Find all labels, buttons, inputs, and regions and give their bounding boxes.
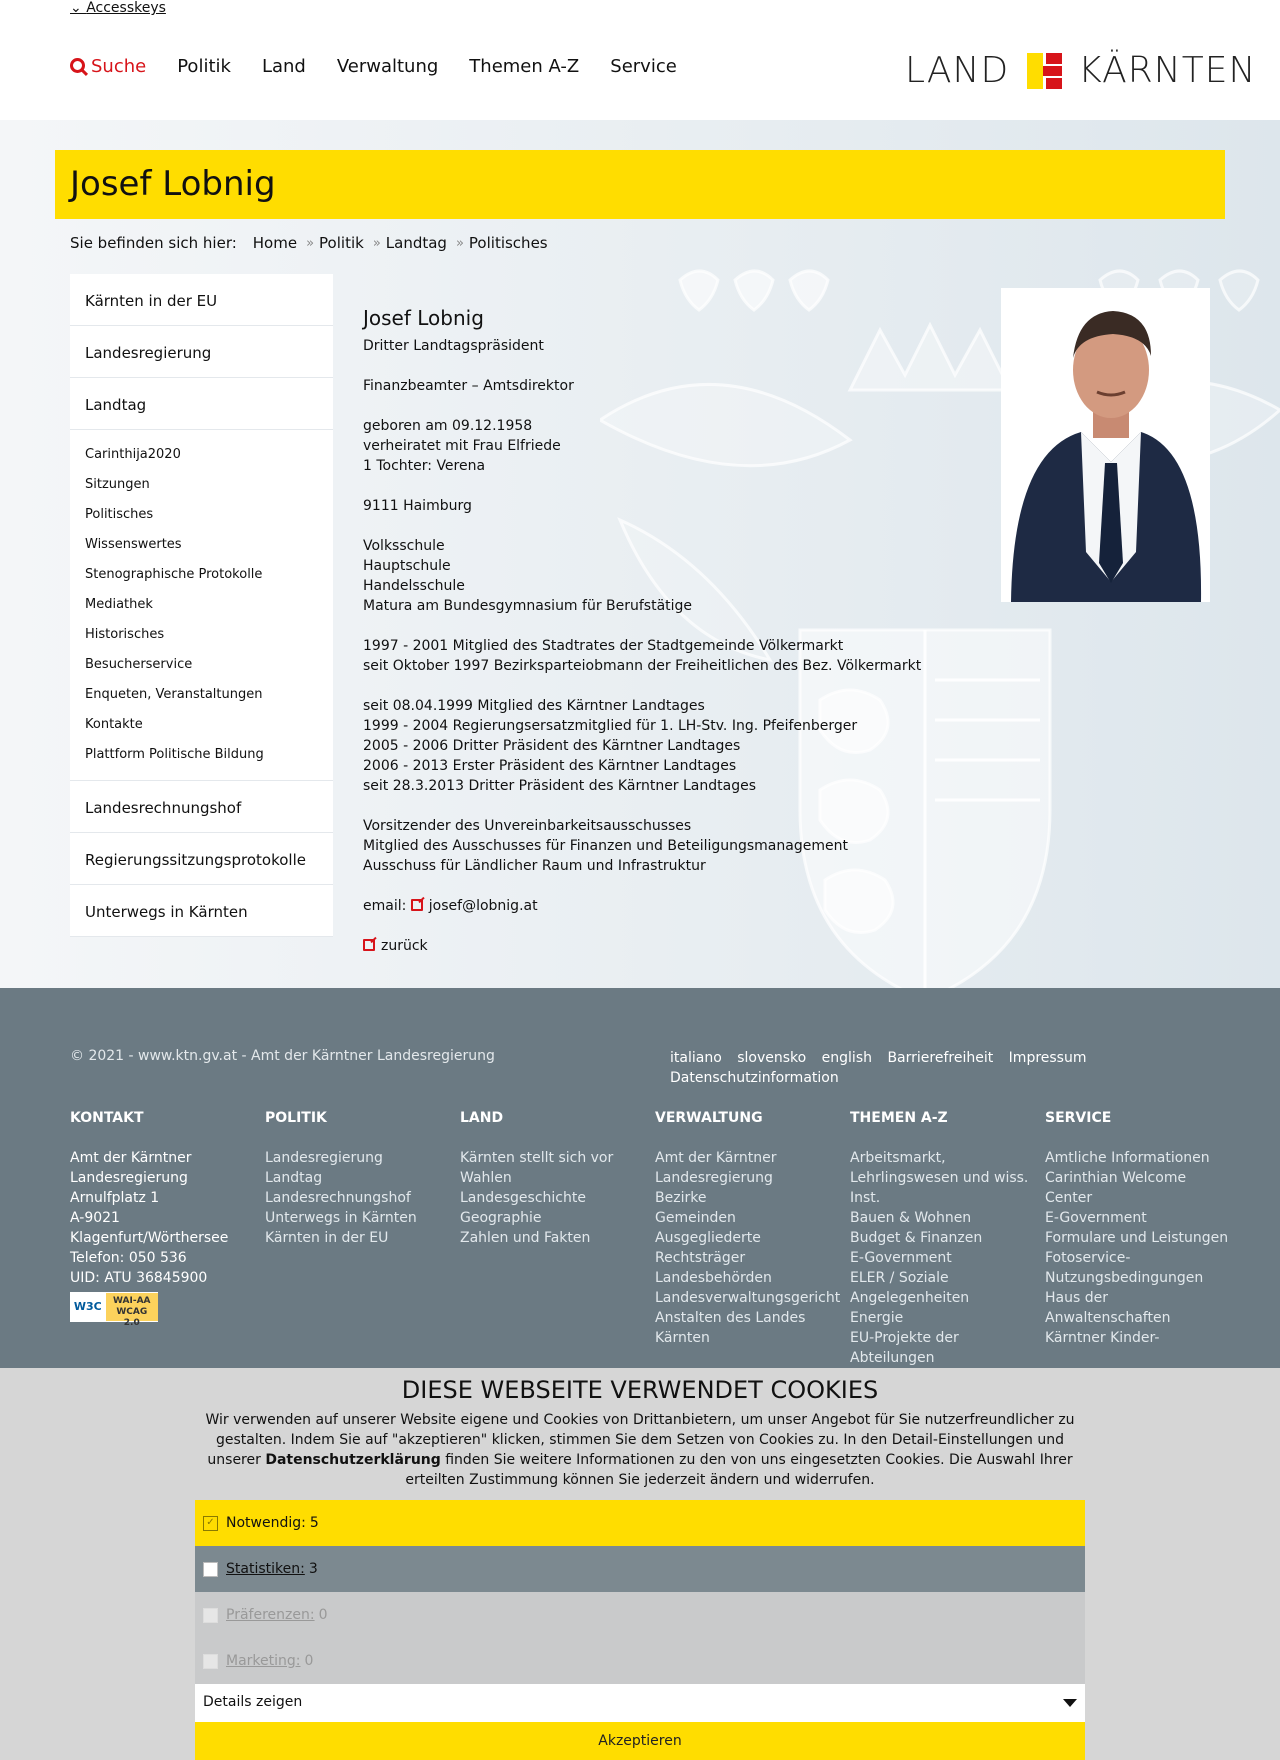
back-link[interactable]: zurück xyxy=(363,938,428,954)
logo-word-right: KÄRNTEN xyxy=(1078,50,1257,91)
breadcrumb-politisches[interactable]: Politisches xyxy=(468,234,548,252)
footer xyxy=(0,988,1280,1368)
footer-col-title: SERVICE xyxy=(1045,1110,1112,1126)
footer-text: A-9021 Klagenfurt/Wörthersee xyxy=(70,1210,229,1246)
sidebar-sub-kontakte[interactable]: Kontakte xyxy=(85,717,143,732)
footer-link[interactable]: Kärnten stellt sich vor xyxy=(460,1150,614,1166)
accesskeys-link[interactable]: ⌄ Accesskeys xyxy=(70,0,166,16)
sidebar-sub-carinthija[interactable]: Carinthija2020 xyxy=(85,447,181,462)
footer-links xyxy=(670,1048,1110,1088)
checkbox-praeferenzen[interactable] xyxy=(203,1608,218,1623)
profile-line: geboren am 09.12.1958 xyxy=(363,418,533,434)
profile-line: 2006 - 2013 Erster Präsident des Kärntner Landtages xyxy=(363,758,737,774)
profile-paragraph xyxy=(363,816,963,876)
main-navigation xyxy=(70,56,708,77)
cookie-count: 3 xyxy=(308,1561,318,1577)
nav-search[interactable]: Suche xyxy=(70,56,146,77)
breadcrumb xyxy=(70,234,548,252)
chevron-right-icon: » xyxy=(455,235,464,251)
profile-line: seit Oktober 1997 Bezirksparteiobmann der Freiheitlichen des Bez. Völkermarkt xyxy=(363,658,922,674)
footer-link-english[interactable]: english xyxy=(821,1050,872,1066)
cookie-label-statistiken[interactable]: Statistiken: xyxy=(226,1561,305,1577)
footer-link[interactable]: Kärnten in der EU xyxy=(265,1230,389,1246)
footer-link-italiano[interactable]: italiano xyxy=(670,1050,722,1066)
chevron-right-icon: » xyxy=(306,235,315,251)
sidebar-sub-sitzungen[interactable]: Sitzungen xyxy=(85,477,150,492)
profile-line: Volksschule xyxy=(363,538,445,554)
profile-line: verheiratet mit Frau Elfriede xyxy=(363,438,561,454)
profile-line: Handelsschule xyxy=(363,578,465,594)
footer-link[interactable]: E-Government xyxy=(1045,1210,1147,1226)
footer-link[interactable]: Haus der Anwaltenschaften xyxy=(1045,1290,1171,1326)
external-link-icon xyxy=(363,939,375,951)
footer-text: Amt der Kärntner Landesregierung xyxy=(70,1150,192,1186)
land-kaernten-logo[interactable] xyxy=(905,50,1256,91)
sidebar-item-protokolle[interactable]: Regierungssitzungsprotokolle xyxy=(70,833,333,885)
profile-line: Dritter Landtagspräsident xyxy=(363,338,544,354)
checkbox-marketing[interactable] xyxy=(203,1654,218,1669)
nav-land[interactable]: Land xyxy=(261,56,306,77)
back-row xyxy=(363,936,963,956)
footer-text: UID: ATU 36845900 xyxy=(70,1270,208,1286)
external-link-icon xyxy=(411,899,423,911)
footer-col-themen xyxy=(850,1108,1040,1368)
cookie-count: 0 xyxy=(304,1653,314,1669)
profile-paragraph xyxy=(363,336,963,356)
footer-link[interactable]: Arbeitsmarkt, Lehrlingswesen und wiss. Inst. xyxy=(850,1150,1029,1206)
footer-link[interactable]: Anstalten des Landes Kärnten xyxy=(655,1310,806,1346)
profile-paragraph xyxy=(363,496,963,516)
footer-link[interactable]: Landtag xyxy=(265,1170,323,1186)
footer-text: Arnulfplatz 1 xyxy=(70,1190,160,1206)
portrait-illustration-icon xyxy=(1001,288,1210,602)
footer-link[interactable]: Landesgeschichte xyxy=(460,1190,586,1206)
search-icon xyxy=(70,58,85,73)
footer-link-barrierefreiheit[interactable]: Barrierefreiheit xyxy=(887,1050,994,1066)
w3c-logo-icon: W3C xyxy=(73,1300,102,1313)
nav-verwaltung[interactable]: Verwaltung xyxy=(336,56,439,77)
footer-link[interactable]: Energie xyxy=(850,1310,904,1326)
cookie-label-notwendig: Notwendig: xyxy=(226,1515,306,1531)
profile-line: Mitglied des Ausschusses für Finanzen und Beteiligungsmanagement xyxy=(363,838,848,854)
profile-line: 9111 Haimburg xyxy=(363,498,472,514)
sidebar-item-unterwegs[interactable]: Unterwegs in Kärnten xyxy=(70,885,333,937)
footer-link-slovensko[interactable]: slovensko xyxy=(737,1050,807,1066)
footer-link[interactable]: Unterwegs in Kärnten xyxy=(265,1210,417,1226)
footer-link[interactable]: Carinthian Welcome Center xyxy=(1045,1170,1187,1206)
profile-line: Finanzbeamter – Amtsdirektor xyxy=(363,378,574,394)
footer-col-verwaltung xyxy=(655,1108,845,1348)
profile-paragraph xyxy=(363,536,963,616)
logo-word-left: LAND xyxy=(905,50,1010,91)
cookie-row-marketing[interactable] xyxy=(195,1638,1085,1684)
footer-col-land xyxy=(460,1108,650,1248)
breadcrumb-politik[interactable]: Politik xyxy=(319,234,364,252)
footer-link[interactable]: Bauen & Wohnen xyxy=(850,1210,972,1226)
sidebar-item-eu[interactable]: Kärnten in der EU xyxy=(70,274,333,326)
footer-link[interactable]: E-Government xyxy=(850,1250,952,1266)
footer-link[interactable]: EU-Projekte der Abteilungen xyxy=(850,1330,959,1366)
footer-col-kontakt xyxy=(70,1108,260,1328)
breadcrumb-landtag[interactable]: Landtag xyxy=(385,234,447,252)
footer-link[interactable]: Landesrechnungshof xyxy=(265,1190,411,1206)
checkbox-notwendig[interactable]: ✓ xyxy=(203,1516,218,1531)
sidebar-sub-wissenswertes[interactable]: Wissenswertes xyxy=(85,537,182,552)
chevron-down-icon: ⌄ xyxy=(70,0,87,16)
cookie-title: DIESE WEBSEITE VERWENDET COOKIES xyxy=(401,1376,879,1404)
wai-label: WAI-AA WCAG 2.0 xyxy=(106,1293,158,1321)
footer-link[interactable]: Kärntner Kinder- xyxy=(1045,1330,1160,1346)
sidebar-sub-enqueten[interactable]: Enqueten, Veranstaltungen xyxy=(85,687,263,702)
profile-line: Ausschuss für Ländlicher Raum und Infrastruktur xyxy=(363,858,706,874)
main-area xyxy=(0,120,1280,988)
footer-col-politik xyxy=(265,1108,455,1248)
cookie-row-notwendig[interactable] xyxy=(195,1500,1085,1546)
sidebar xyxy=(70,274,333,937)
footer-link[interactable]: Landesverwaltungsgericht xyxy=(655,1290,841,1306)
portrait-photo xyxy=(1001,288,1210,602)
nav-service[interactable]: Service xyxy=(610,56,677,77)
nav-themen[interactable]: Themen A-Z xyxy=(469,56,580,77)
profile-paragraph xyxy=(363,376,963,396)
sidebar-item-rechnungshof[interactable]: Landesrechnungshof xyxy=(70,781,333,833)
footer-text: Telefon: 050 536 xyxy=(70,1250,187,1266)
footer-link[interactable]: Ausgegliederte Rechtsträger xyxy=(655,1230,761,1266)
footer-link-impressum[interactable]: Impressum xyxy=(1008,1050,1087,1066)
footer-link[interactable]: Wahlen xyxy=(460,1170,512,1186)
caret-down-icon xyxy=(1063,1699,1077,1707)
profile-line: 1 Tochter: Verena xyxy=(363,458,486,474)
footer-col-title: THEMEN A-Z xyxy=(850,1110,948,1126)
sidebar-sub-mediathek[interactable]: Mediathek xyxy=(85,597,153,612)
footer-copyright: © 2021 - www.ktn.gv.at - Amt der Kärntner Landesregierung xyxy=(70,1048,495,1064)
profile-content xyxy=(363,306,963,976)
sidebar-sub-politisches[interactable]: Politisches xyxy=(85,507,154,522)
details-toggle[interactable]: Details zeigen xyxy=(195,1684,1085,1722)
footer-link[interactable]: Geographie xyxy=(460,1210,542,1226)
profile-line: seit 08.04.1999 Mitglied des Kärntner Landtages xyxy=(363,698,705,714)
profile-line: 1997 - 2001 Mitglied des Stadtrates der Stadtgemeinde Völkermarkt xyxy=(363,638,844,654)
profile-name: Josef Lobnig xyxy=(363,306,484,330)
profile-line: 1999 - 2004 Regierungsersatzmitglied für 1. LH-Stv. Ing. Pfeifenberger xyxy=(363,718,858,734)
breadcrumb-lead: Sie befinden sich hier: xyxy=(70,234,237,252)
checkbox-statistiken[interactable] xyxy=(203,1562,218,1577)
footer-link[interactable]: Zahlen und Fakten xyxy=(460,1230,591,1246)
email-label: email: xyxy=(363,898,407,914)
footer-link[interactable]: Fotoservice-Nutzungsbedingungen xyxy=(1045,1250,1204,1286)
footer-col-title: VERWALTUNG xyxy=(655,1110,763,1126)
profile-line: Matura am Bundesgymnasium für Berufstätige xyxy=(363,598,693,614)
footer-link[interactable]: Budget & Finanzen xyxy=(850,1230,983,1246)
page-title-bar xyxy=(55,150,1225,219)
breadcrumb-home[interactable]: Home xyxy=(252,234,298,252)
privacy-policy-link[interactable]: Datenschutzerklärung xyxy=(265,1452,441,1468)
footer-col-title: LAND xyxy=(460,1110,504,1126)
sidebar-submenu xyxy=(70,430,333,781)
sidebar-sub-protokolle[interactable]: Stenographische Protokolle xyxy=(85,567,263,582)
footer-link[interactable]: Amt der Kärntner Landesregierung xyxy=(655,1150,777,1186)
email-row xyxy=(363,896,963,916)
footer-col-service xyxy=(1045,1108,1235,1348)
footer-col-title: POLITIK xyxy=(265,1110,327,1126)
profile-line: Vorsitzender des Unvereinbarkeitsausschusses xyxy=(363,818,692,834)
sidebar-sub-besucherservice[interactable]: Besucherservice xyxy=(85,657,193,672)
footer-link[interactable]: Landesregierung xyxy=(265,1150,383,1166)
profile-line: Hauptschule xyxy=(363,558,451,574)
profile-paragraph xyxy=(363,636,963,676)
chevron-right-icon: » xyxy=(372,235,381,251)
footer-link[interactable]: Landesbehörden xyxy=(655,1270,772,1286)
accept-button[interactable]: Akzeptieren xyxy=(195,1722,1085,1760)
footer-col-title: KONTAKT xyxy=(70,1110,144,1126)
page-title: Josef Lobnig xyxy=(70,164,276,204)
profile-line: seit 28.3.2013 Dritter Präsident des Kärntner Landtages xyxy=(363,778,757,794)
cookie-label-marketing[interactable]: Marketing: xyxy=(226,1653,301,1669)
wcag-badge[interactable] xyxy=(70,1292,158,1328)
footer-link[interactable]: Amtliche Informationen xyxy=(1045,1150,1210,1166)
profile-paragraph xyxy=(363,416,963,476)
cookie-row-praeferenzen[interactable] xyxy=(195,1592,1085,1638)
cookie-banner xyxy=(0,1368,1280,1760)
nav-politik[interactable]: Politik xyxy=(177,56,231,77)
cookie-text: Wir verwenden auf unserer Website eigene und Cookies von Drittanbietern, um unser Angebot für Sie nutzerfreundlicher zu gestalten. Indem Sie auf "akzeptieren" klicken, stimmen Sie dem Setzen von Cookies zu. In den Detail-Einstellungen und unserer Datenschutzerklärung finden Sie weitere Informationen zu den von uns eingesetzten Cookies. Die Auswahl Ihrer erteilten Zustimmung können Sie jederzeit ändern und widerrufen. xyxy=(205,1412,1075,1488)
cookie-count: 0 xyxy=(318,1607,328,1623)
cookie-label-praeferenzen[interactable]: Präferenzen: xyxy=(226,1607,315,1623)
sidebar-sub-plattform[interactable]: Plattform Politische Bildung xyxy=(85,747,264,762)
profile-paragraph xyxy=(363,696,963,796)
footer-link[interactable]: Formulare und Leistungen xyxy=(1045,1230,1229,1246)
sidebar-sub-historisches[interactable]: Historisches xyxy=(85,627,165,642)
sidebar-item-landesregierung[interactable]: Landesregierung xyxy=(70,326,333,378)
footer-link[interactable]: Bezirke xyxy=(655,1190,707,1206)
profile-line: 2005 - 2006 Dritter Präsident des Kärntner Landtages xyxy=(363,738,741,754)
footer-link[interactable]: Gemeinden xyxy=(655,1210,736,1226)
email-link[interactable]: josef@lobnig.at xyxy=(411,898,538,914)
sidebar-item-landtag[interactable]: Landtag xyxy=(70,378,333,430)
cookie-count: 5 xyxy=(309,1515,319,1531)
logo-mark-icon xyxy=(1025,53,1062,89)
footer-link[interactable]: ELER / Soziale Angelegenheiten xyxy=(850,1270,970,1306)
cookie-row-statistiken[interactable] xyxy=(195,1546,1085,1592)
footer-link-datenschutz[interactable]: Datenschutzinformation xyxy=(670,1070,839,1086)
